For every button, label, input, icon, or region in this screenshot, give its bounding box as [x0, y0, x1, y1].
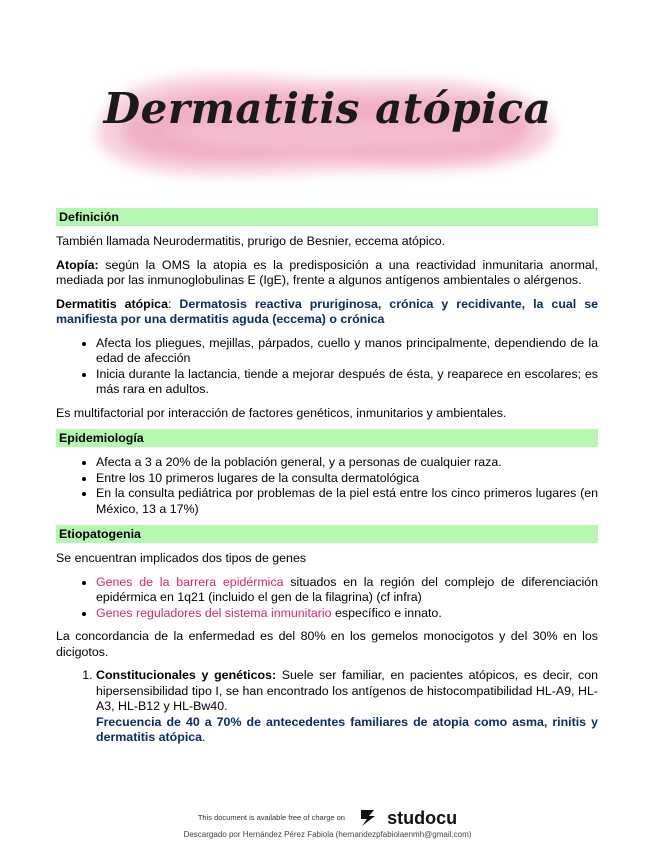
factor-frequency: Frecuencia de 40 a 70% de antecedentes familiares de atopia como asma, rinitis y dermatitis atópica: [96, 714, 598, 744]
term-dermatitis-atopica: Dermatitis atópica: [56, 296, 168, 311]
gene-types-list: [56, 575, 598, 622]
colon-separator: :: [167, 296, 180, 311]
paragraph-dermatitis-atopica: [56, 297, 598, 328]
atopia-definition: según la OMS la atopia es la predisposición a una reactividad inmunitaria anormal, mediada por las inmunoglobulinas E (IgE), frente a algunos antígenos ambientales o alérgenos.: [56, 257, 598, 287]
list-item: [96, 575, 598, 606]
paragraph-also-called: También llamada Neurodermatitis, prurigo de Besnier, eccema atópico.: [56, 234, 446, 248]
gene-type-immune-detail: específico e innato.: [331, 605, 442, 620]
section-heading-epidemiologia: Epidemiología: [56, 429, 598, 447]
list-item: • Afecta los pliegues, mejillas, párpados, cuello y manos principalmente, dependiendo de la edad de afección: [96, 336, 598, 367]
section-heading-definicion: Definición: [56, 208, 598, 226]
document-body: [56, 208, 598, 746]
paragraph-atopia: [56, 258, 598, 289]
list-item: • Inicia durante la lactancia, tiende a mejorar después de ésta, y reaparece en escolares; es más rara en adultos.: [96, 367, 598, 398]
availability-text: This document is available free of charge on: [197, 812, 345, 822]
factor-description: Suele ser familiar, en pacientes atópicos, es decir, con hipersensibilidad tipo I, se han encontrado los antígenos de histocompatibilidad HL-A9, HL-A3, HL-B12 y HL-Bw40.: [96, 668, 598, 713]
epidemiologia-bullet-list: [56, 455, 598, 517]
page-title: Dermatitis atópica: [103, 84, 552, 133]
studocu-logo-icon: [357, 807, 379, 829]
list-item: • En la consulta pediátrica por problemas de la piel está entre los cinco primeros lugares (en México, 13 a 17%): [96, 486, 598, 517]
paragraph-multifactorial: Es multifactorial por interacción de factores genéticos, inmunitarios y ambientales.: [56, 405, 507, 420]
term-atopia: Atopía:: [56, 257, 99, 272]
brand-name[interactable]: studocu: [387, 807, 458, 828]
list-item: • Entre los 10 primeros lugares de la consulta dermatológica: [96, 471, 598, 487]
list-item: [96, 668, 598, 746]
paragraph-gene-types-intro: Se encuentran implicados dos tipos de genes: [56, 551, 307, 565]
section-heading-etiopatogenia: Etiopatogenia: [56, 525, 598, 543]
list-item: • Afecta a 3 a 20% de la población general, y a personas de cualquier raza.: [96, 455, 598, 471]
gene-type-barrier: Genes de la barrera epidérmica: [96, 574, 284, 589]
dermatitis-atopica-definition: Dermatosis reactiva pruriginosa, crónica y recidivante, la cual se manifiesta por una dermatitis aguda (eccema) o crónica: [56, 296, 598, 326]
list-item: [96, 606, 598, 622]
factors-numbered-list: [56, 668, 598, 746]
factor-label: Constitucionales y genéticos:: [96, 668, 277, 682]
definicion-bullet-list: [56, 336, 598, 398]
paragraph-concordance: La concordancia de la enfermedad es del 80% en los gemelos monocigotos y del 30% en los dicigotos.: [56, 629, 598, 659]
gene-type-immune: Genes reguladores del sistema inmunitario: [96, 605, 332, 620]
sentence-end: .: [202, 730, 206, 744]
footer-availability: [0, 807, 655, 829]
gene-type-barrier-detail: situados en la región del complejo de diferenciación epidérmica en 1q21 (incluido el gen de la filagrina) (cf infra): [96, 574, 599, 604]
footer-downloaded-by: Descargado por Hernández Pérez Fabiola (hernandezpfabiolaenmh@gmail.com): [183, 830, 472, 839]
